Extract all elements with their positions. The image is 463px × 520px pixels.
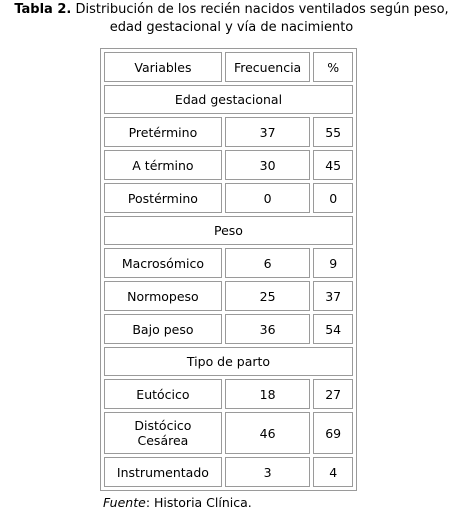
- source-text: : Historia Clínica.: [145, 495, 252, 510]
- source-note: [103, 495, 252, 511]
- cell-frecuencia: 25: [225, 281, 311, 311]
- header-row: [104, 52, 353, 82]
- header-frecuencia: Frecuencia: [225, 52, 311, 82]
- table-caption: [0, 1, 463, 37]
- cell-percent: 54: [313, 314, 353, 344]
- cell-variable-line-2: Cesárea: [137, 433, 189, 448]
- cell-variable: Eutócico: [104, 379, 222, 409]
- cell-percent: 37: [313, 281, 353, 311]
- caption-label: Tabla 2.: [14, 2, 72, 17]
- table-row: [104, 457, 353, 487]
- cell-variable: Macrosómico: [104, 248, 222, 278]
- cell-percent: 69: [313, 412, 353, 454]
- cell-percent: 55: [313, 117, 353, 147]
- cell-percent: 0: [313, 183, 353, 213]
- section-title-parto: Tipo de parto: [104, 347, 353, 376]
- cell-percent: 4: [313, 457, 353, 487]
- table-row: [104, 117, 353, 147]
- cell-frecuencia: 30: [225, 150, 311, 180]
- cell-variable: Normopeso: [104, 281, 222, 311]
- cell-frecuencia: 46: [225, 412, 311, 454]
- section-row: [104, 216, 353, 245]
- table-row: [104, 281, 353, 311]
- section-title-edad: Edad gestacional: [104, 85, 353, 114]
- table-row: [104, 183, 353, 213]
- cell-percent: 27: [313, 379, 353, 409]
- table-row: [104, 412, 353, 454]
- cell-variable: Instrumentado: [104, 457, 222, 487]
- data-table: [100, 48, 357, 491]
- caption-text: Distribución de los recién nacidos ventilados según peso,: [75, 2, 449, 17]
- table-row: [104, 150, 353, 180]
- cell-frecuencia: 0: [225, 183, 311, 213]
- table-row: [104, 314, 353, 344]
- header-percent: %: [313, 52, 353, 82]
- cell-variable: [104, 412, 222, 454]
- cell-variable-line-1: Distócico: [134, 418, 192, 433]
- cell-variable: Postérmino: [104, 183, 222, 213]
- cell-percent: 45: [313, 150, 353, 180]
- cell-percent: 9: [313, 248, 353, 278]
- table-row: [104, 379, 353, 409]
- cell-variable: Bajo peso: [104, 314, 222, 344]
- cell-frecuencia: 18: [225, 379, 311, 409]
- cell-frecuencia: 6: [225, 248, 311, 278]
- table-row: [104, 248, 353, 278]
- caption-line-1: [0, 1, 463, 19]
- cell-variable: Pretérmino: [104, 117, 222, 147]
- header-variables: Variables: [104, 52, 222, 82]
- section-row: [104, 85, 353, 114]
- cell-frecuencia: 36: [225, 314, 311, 344]
- caption-line-2: edad gestacional y vía de nacimiento: [109, 20, 354, 35]
- cell-frecuencia: 37: [225, 117, 311, 147]
- source-label: Fuente: [103, 495, 146, 510]
- section-title-peso: Peso: [104, 216, 353, 245]
- cell-variable: A término: [104, 150, 222, 180]
- cell-frecuencia: 3: [225, 457, 311, 487]
- section-row: [104, 347, 353, 376]
